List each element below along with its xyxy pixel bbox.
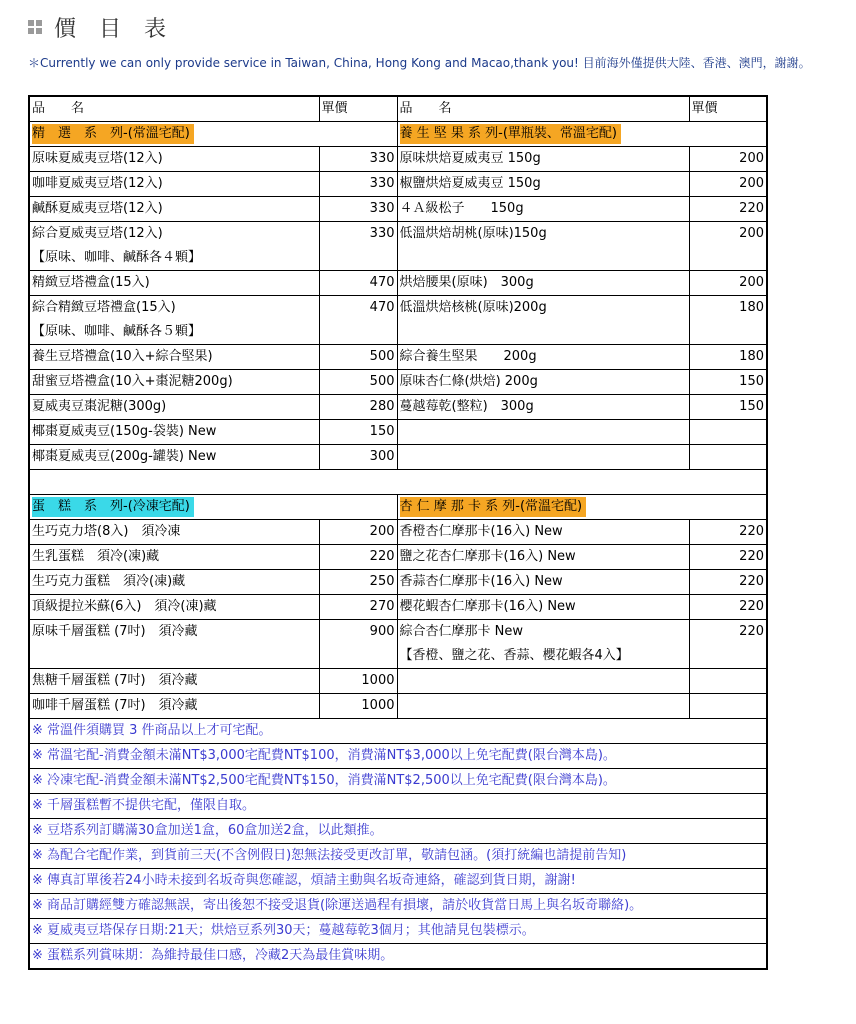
item-price: 470: [319, 296, 397, 345]
item-price: 180: [689, 296, 767, 345]
item-name: 綜合養生堅果 200g: [399, 349, 537, 364]
item-name-cell: [29, 620, 319, 669]
item-name: 養生豆塔禮盒(10入+綜合堅果): [32, 349, 213, 364]
item-price: 220: [689, 520, 767, 545]
note-row: [29, 919, 767, 944]
item-price: 250: [319, 570, 397, 595]
table-row: [29, 545, 767, 570]
item-price: 330: [319, 222, 397, 271]
item-name-cell: [397, 420, 689, 445]
section-header: [29, 122, 397, 147]
note-text: ※ 傳真訂單後若24小時未接到名坂奇與您確認，煩請主動與名坂奇連絡，確認到貨日期，謝謝!: [29, 869, 767, 894]
item-name-cell: [29, 370, 319, 395]
item-price: 200: [689, 147, 767, 172]
item-name-cell: [29, 296, 319, 345]
item-name-cell: [29, 595, 319, 620]
note-row: [29, 769, 767, 794]
note-text: ※ 夏威夷豆塔保存日期:21天；烘焙豆系列30天；蔓越莓乾3個月；其他請見包裝標示。: [29, 919, 767, 944]
spacer-row: [29, 470, 767, 495]
item-price: 300: [319, 445, 397, 470]
item-name-cell: [397, 570, 689, 595]
item-price: 500: [319, 345, 397, 370]
item-name: 頂級提拉米蘇(6入) 須冷(凍)藏: [32, 599, 217, 614]
item-name-cell: [397, 147, 689, 172]
table-row: [29, 694, 767, 719]
table-row: [29, 395, 767, 420]
item-name-cell: [29, 669, 319, 694]
header-item-right: 品 名: [397, 96, 689, 122]
item-name-cell: [29, 445, 319, 470]
item-name: 精緻豆塔禮盒(15入): [32, 275, 150, 290]
note-text: ※ 商品訂購經雙方確認無誤，寄出後恕不接受退貨(除運送過程有損壞，請於收貨當日馬上與名坂奇聯絡)。: [29, 894, 767, 919]
section-title: 蛋 糕 系 列-(冷凍宅配): [32, 497, 194, 517]
section-title: 精 選 系 列-(常溫宅配): [32, 124, 194, 144]
item-name-cell: [29, 395, 319, 420]
item-name-cell: [397, 620, 689, 669]
page-title: [28, 12, 174, 42]
note-row: [29, 819, 767, 844]
service-notice: ＊Currently we can only provide service in Taiwan, China, Hong Kong and Macao,thank you! 目前海外僅提供大陸、香港、澳門，謝謝。: [28, 56, 811, 70]
item-price: 1000: [319, 669, 397, 694]
item-price: 220: [689, 620, 767, 669]
item-name-cell: [397, 694, 689, 719]
header-price-right: 單價: [689, 96, 767, 122]
item-name-cell: [397, 370, 689, 395]
note-row: [29, 844, 767, 869]
item-name-cell: [29, 271, 319, 296]
item-name-cell: [29, 570, 319, 595]
item-price: 220: [689, 197, 767, 222]
item-price: 150: [689, 395, 767, 420]
table-row: [29, 420, 767, 445]
item-detail: 【原味、咖啡、鹹酥各５顆】: [32, 324, 202, 339]
item-price: 220: [689, 570, 767, 595]
item-name-cell: [397, 345, 689, 370]
item-name: 烘焙腰果(原味) 300g: [399, 275, 534, 290]
note-text: ※ 為配合宅配作業，到貨前三天(不含例假日)恕無法接受更改訂單，敬請包涵。(須打統編也請提前告知): [29, 844, 767, 869]
section-row: [29, 495, 767, 520]
note-text: ※ 蛋糕系列賞味期：為維持最佳口感，冷藏2天為最佳賞味期。: [29, 944, 767, 970]
item-name-cell: [397, 172, 689, 197]
note-text: ※ 千層蛋糕暫不提供宅配，僅限自取。: [29, 794, 767, 819]
item-detail: 【原味、咖啡、鹹酥各４顆】: [32, 250, 202, 265]
item-name-cell: [29, 172, 319, 197]
item-name: 綜合精緻豆塔禮盒(15入): [32, 300, 176, 315]
item-name-cell: [29, 222, 319, 271]
title-text: 價 目 表: [54, 16, 174, 42]
item-name: 焦糖千層蛋糕 (7吋) 須冷藏: [32, 673, 198, 688]
item-price: 200: [689, 271, 767, 296]
note-text: ※ 常溫件須購買 3 件商品以上才可宅配。: [29, 719, 767, 744]
item-name: 夏威夷豆棗泥糖(300g): [32, 399, 167, 414]
table-row: [29, 445, 767, 470]
item-name-cell: [29, 545, 319, 570]
section-header: [397, 495, 767, 520]
note-row: [29, 869, 767, 894]
note-row: [29, 894, 767, 919]
item-name-cell: [397, 445, 689, 470]
section-row: [29, 122, 767, 147]
item-name: 原味夏威夷豆塔(12入): [32, 151, 163, 166]
section-header: [397, 122, 767, 147]
item-price: 150: [689, 370, 767, 395]
header-item-left: 品 名: [29, 96, 319, 122]
item-price: [689, 669, 767, 694]
table-row: [29, 197, 767, 222]
item-name-cell: [29, 345, 319, 370]
table-row: [29, 370, 767, 395]
item-name: 生巧克力蛋糕 須冷(凍)藏: [32, 574, 186, 589]
item-price: 200: [689, 222, 767, 271]
item-name: 原味杏仁條(烘焙) 200g: [399, 374, 538, 389]
item-price: 200: [689, 172, 767, 197]
item-name: 原味千層蛋糕 (7吋) 須冷藏: [32, 624, 198, 639]
item-price: 330: [319, 197, 397, 222]
item-name: 生乳蛋糕 須冷(凍)藏: [32, 549, 160, 564]
item-name-cell: [397, 669, 689, 694]
item-name-cell: [397, 271, 689, 296]
item-name-cell: [29, 420, 319, 445]
item-name: 鹽之花杏仁摩那卡(16入) New: [399, 549, 576, 564]
item-price: 500: [319, 370, 397, 395]
header-price-left: 單價: [319, 96, 397, 122]
item-price: 1000: [319, 694, 397, 719]
item-name: 香蒜杏仁摩那卡(16入) New: [399, 574, 563, 589]
note-row: [29, 944, 767, 970]
item-name-cell: [397, 222, 689, 271]
item-name: 低溫烘焙核桃(原味)200g: [399, 300, 547, 315]
table-row: [29, 669, 767, 694]
item-name-cell: [29, 520, 319, 545]
note-row: [29, 794, 767, 819]
grid-square-icon: [28, 20, 42, 34]
spacer-cell: [29, 470, 767, 495]
item-name: 綜合夏威夷豆塔(12入): [32, 226, 163, 241]
item-name: ４Ａ級松子 150g: [399, 201, 524, 216]
table-row: [29, 595, 767, 620]
item-price: [689, 694, 767, 719]
item-price: 220: [689, 545, 767, 570]
header-row: [29, 96, 767, 122]
item-detail: 【香橙、鹽之花、香蒜、櫻花蝦各4入】: [399, 648, 629, 663]
item-price: 900: [319, 620, 397, 669]
item-name: 香橙杏仁摩那卡(16入) New: [399, 524, 563, 539]
item-price: 200: [319, 520, 397, 545]
note-row: [29, 744, 767, 769]
section-title: 杏 仁 摩 那 卡 系 列-(常溫宅配): [400, 497, 587, 517]
item-price: 220: [689, 595, 767, 620]
item-name: 咖啡夏威夷豆塔(12入): [32, 176, 163, 191]
table-row: [29, 345, 767, 370]
item-name-cell: [397, 395, 689, 420]
item-name-cell: [29, 694, 319, 719]
item-name: 椒鹽烘焙夏威夷豆 150g: [399, 176, 541, 191]
item-name: 櫻花蝦杏仁摩那卡(16入) New: [399, 599, 576, 614]
table-row: [29, 296, 767, 345]
item-name-cell: [29, 147, 319, 172]
item-price: 280: [319, 395, 397, 420]
price-table: [28, 95, 768, 970]
section-title: 養 生 堅 果 系 列-(單瓶裝、常溫宅配): [400, 124, 622, 144]
item-name-cell: [397, 296, 689, 345]
table-row: [29, 570, 767, 595]
table-row: [29, 172, 767, 197]
item-name: 蔓越莓乾(整粒) 300g: [399, 399, 534, 414]
item-price: 220: [319, 545, 397, 570]
table-row: [29, 520, 767, 545]
item-price: [689, 445, 767, 470]
item-price: 150: [319, 420, 397, 445]
item-name-cell: [397, 545, 689, 570]
table-row: [29, 620, 767, 669]
note-text: ※ 豆塔系列訂購滿30盒加送1盒，60盒加送2盒，以此類推。: [29, 819, 767, 844]
item-name: 低溫烘焙胡桃(原味)150g: [399, 226, 547, 241]
item-price: 330: [319, 147, 397, 172]
item-name-cell: [397, 595, 689, 620]
table-row: [29, 147, 767, 172]
item-name-cell: [397, 520, 689, 545]
item-price: 180: [689, 345, 767, 370]
item-name: 生巧克力塔(8入) 須冷凍: [32, 524, 181, 539]
item-name: 綜合杏仁摩那卡 New: [399, 624, 523, 639]
item-name: 甜蜜豆塔禮盒(10入+棗泥糖200g): [32, 374, 233, 389]
table-row: [29, 271, 767, 296]
note-text: ※ 常溫宅配-消費金額未滿NT$3,000宅配費NT$100，消費滿NT$3,000以上免宅配費(限台灣本島)。: [29, 744, 767, 769]
section-header: [29, 495, 397, 520]
item-name-cell: [29, 197, 319, 222]
note-text: ※ 冷凍宅配-消費金額未滿NT$2,500宅配費NT$150，消費滿NT$2,500以上免宅配費(限台灣本島)。: [29, 769, 767, 794]
item-name: 咖啡千層蛋糕 (7吋) 須冷藏: [32, 698, 198, 713]
item-price: 330: [319, 172, 397, 197]
item-name: 椰棗夏威夷豆(200g-罐裝) New: [32, 449, 217, 464]
item-name: 鹹酥夏威夷豆塔(12入): [32, 201, 163, 216]
item-name: 原味烘焙夏威夷豆 150g: [399, 151, 541, 166]
item-price: 470: [319, 271, 397, 296]
table-row: [29, 222, 767, 271]
note-row: [29, 719, 767, 744]
item-price: 270: [319, 595, 397, 620]
item-name: 椰棗夏威夷豆(150g-袋裝) New: [32, 424, 217, 439]
item-price: [689, 420, 767, 445]
item-name-cell: [397, 197, 689, 222]
